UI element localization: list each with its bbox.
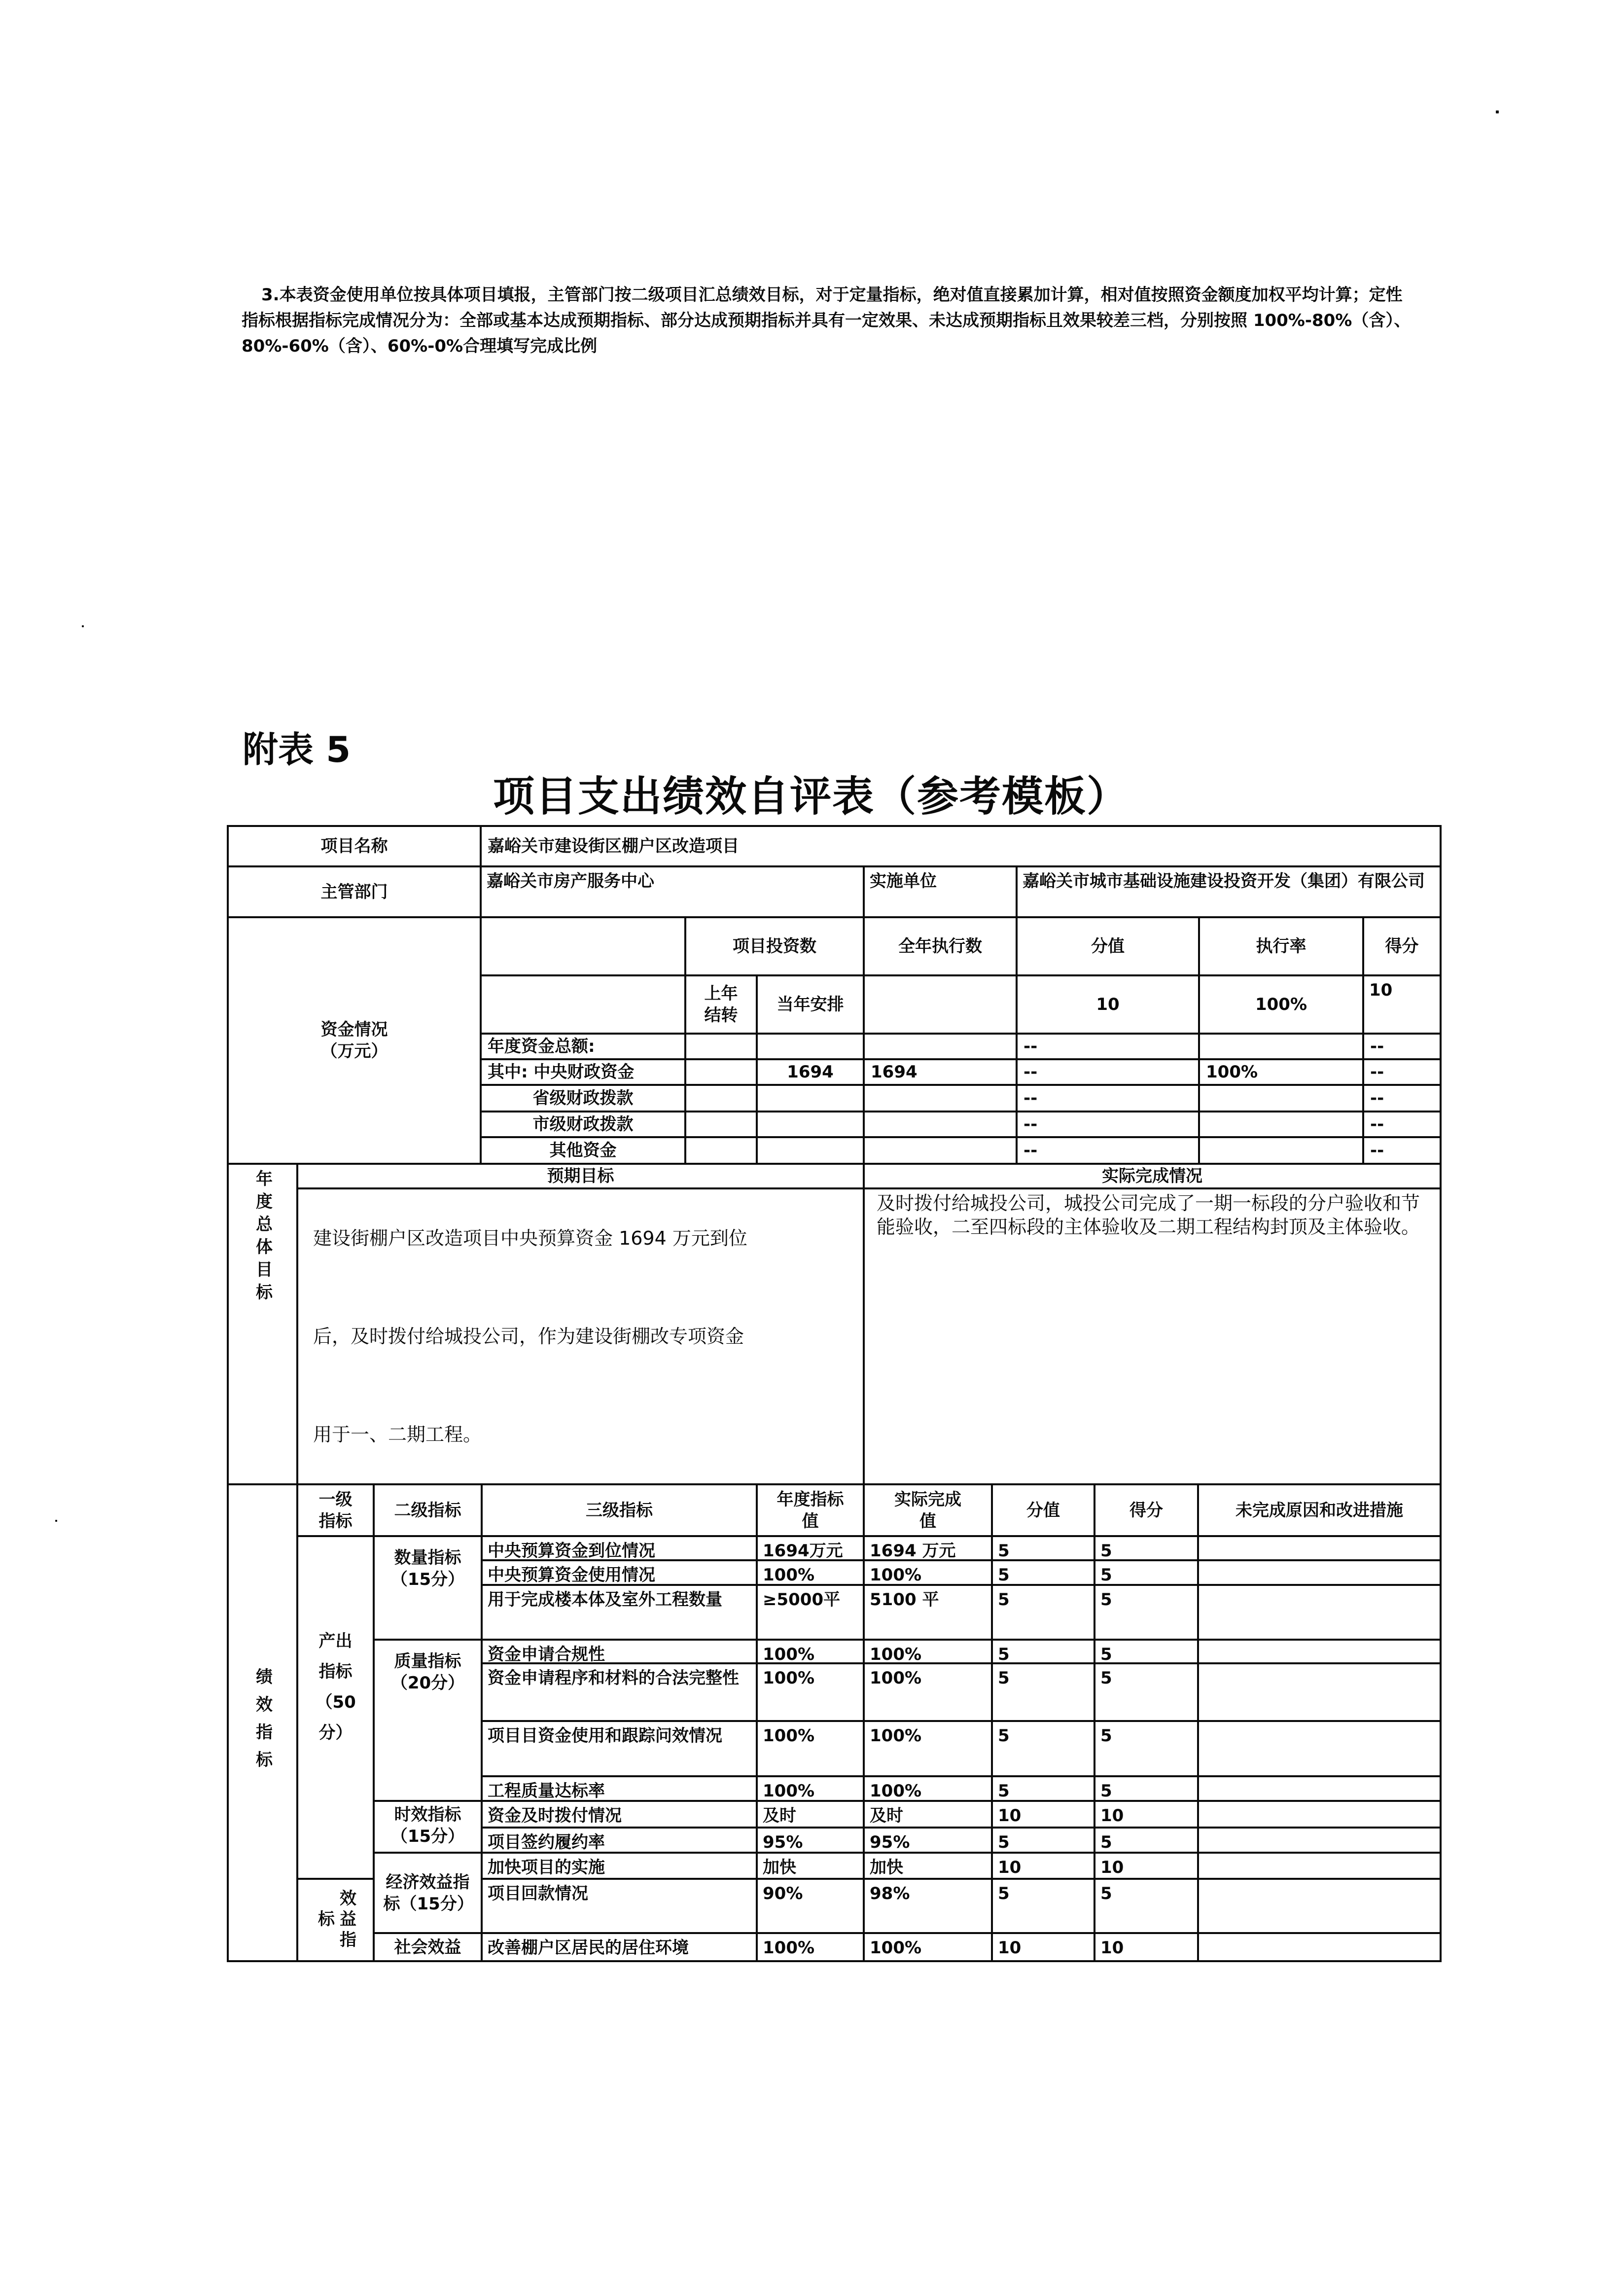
indicator-target-text: 95%	[763, 1832, 803, 1852]
indicator-score	[1094, 1584, 1199, 1641]
indicator-name	[481, 1827, 758, 1854]
indicator-name	[481, 1559, 758, 1586]
impl-value	[1016, 865, 1442, 918]
indicator-score	[1094, 1639, 1199, 1664]
scan-speck	[55, 1520, 57, 1522]
funds-row-score	[1362, 1111, 1442, 1138]
indicator-header	[863, 1483, 993, 1537]
project-name-label	[227, 825, 482, 867]
indicator-value	[991, 1559, 1095, 1586]
indicator-name	[481, 1535, 758, 1561]
indicator-actual-text: 5100 平	[870, 1590, 939, 1610]
col-curr-text: 当年安排	[777, 995, 844, 1014]
level2-indicator-text: 时效指标（15分）	[390, 1805, 465, 1846]
col-exec-text: 全年执行数	[898, 936, 982, 956]
indicator-target	[756, 1662, 865, 1722]
indicator-value	[991, 1800, 1095, 1829]
indicator-target-text: 100%	[763, 1668, 815, 1688]
funds-row-score-value-text: --	[1024, 1062, 1038, 1082]
funds-row-exec	[863, 1111, 1018, 1138]
indicator-actual-text: 100%	[870, 1668, 922, 1688]
funds-row-exec	[863, 1033, 1018, 1060]
funds-sub-blank	[480, 974, 686, 1035]
indicator-name	[481, 1662, 758, 1722]
funds-row-score-value-text: --	[1024, 1037, 1038, 1056]
funds-row-label-text: 市级财政拨款	[532, 1114, 634, 1134]
col-prev-text: 上年结转	[704, 984, 738, 1025]
dept-label	[227, 865, 482, 918]
funds-row-score-value	[1016, 1111, 1200, 1138]
indicator-name-text: 资金申请合规性	[488, 1645, 605, 1664]
indicator-header	[991, 1483, 1095, 1537]
funds-row-score	[1362, 1033, 1442, 1060]
indicator-score-text: 5	[1100, 1832, 1112, 1852]
funds-row-rate	[1198, 1111, 1364, 1138]
project-name-value	[480, 825, 1442, 867]
expected-goal-line: 用于一、二期工程。	[313, 1423, 482, 1445]
indicator-target-text: 加快	[763, 1858, 796, 1877]
indicator-actual-text: 100%	[870, 1781, 922, 1801]
indicator-target-text: 100%	[763, 1781, 815, 1801]
indicator-score-text: 5	[1100, 1726, 1112, 1746]
indicator-value-text: 5	[998, 1726, 1010, 1746]
funds-row-score-text: --	[1370, 1088, 1384, 1108]
goals-label	[227, 1163, 298, 1485]
indicator-reason	[1197, 1827, 1442, 1854]
level2-indicator-text: 社会效益	[394, 1937, 461, 1957]
funds-row-label	[480, 1033, 686, 1060]
indicator-actual	[863, 1852, 993, 1880]
indicator-score-text: 10	[1100, 1858, 1124, 1877]
funds-row-exec-text: 1694	[871, 1062, 918, 1082]
indicators-label	[227, 1483, 298, 1962]
indicator-actual	[863, 1878, 993, 1934]
actual-header	[863, 1163, 1442, 1189]
funds-row-label	[480, 1058, 686, 1086]
indicator-value	[991, 1827, 1095, 1854]
funds-row-exec	[863, 1136, 1018, 1165]
dept-label-text: 主管部门	[320, 882, 388, 902]
expected-goal-line: 建设街棚户区改造项目中央预算资金 1694 万元到位	[313, 1227, 747, 1250]
indicator-actual-text: 1694 万元	[870, 1541, 956, 1561]
funds-row-label-text: 年度资金总额:	[488, 1037, 595, 1056]
indicator-actual	[863, 1720, 993, 1777]
page-title: 项目支出绩效自评表（参考模板）	[493, 772, 1130, 821]
indicator-actual-text: 100%	[870, 1938, 922, 1958]
indicator-value-text: 10	[998, 1938, 1022, 1958]
funds-row-label	[480, 1111, 686, 1138]
level1-benefit	[296, 1878, 375, 1962]
funds-row-exec	[863, 1084, 1018, 1112]
funds-header-blank	[480, 916, 686, 976]
level2-indicator-text: 数量指标（15分）	[390, 1548, 465, 1589]
indicator-value-text: 5	[998, 1565, 1010, 1585]
indicator-score	[1094, 1535, 1199, 1561]
funds-row-curr	[756, 1111, 865, 1138]
level2-indicator	[373, 1639, 483, 1802]
funds-row-prev	[684, 1033, 758, 1060]
col-score-value	[1016, 916, 1200, 976]
expected-header	[296, 1163, 865, 1189]
funds-row-rate	[1198, 1084, 1364, 1112]
funds-row-curr	[756, 1136, 865, 1165]
indicator-target	[756, 1932, 865, 1962]
indicator-actual-text: 加快	[870, 1858, 903, 1877]
indicator-reason	[1197, 1852, 1442, 1880]
indicator-target	[756, 1852, 865, 1880]
indicator-score	[1094, 1852, 1199, 1880]
indicator-reason	[1197, 1932, 1442, 1962]
funds-row-curr	[756, 1033, 865, 1060]
indicator-name	[481, 1720, 758, 1777]
indicator-target-text: 100%	[763, 1726, 815, 1746]
indicator-score-text: 5	[1100, 1565, 1112, 1585]
indicator-actual	[863, 1775, 993, 1802]
indicator-value	[991, 1662, 1095, 1722]
indicator-score-text: 5	[1100, 1781, 1112, 1801]
indicator-actual-text: 95%	[870, 1832, 910, 1852]
summary-score	[1362, 974, 1442, 1035]
indicator-value	[991, 1852, 1095, 1880]
funds-row-score-value	[1016, 1084, 1200, 1112]
indicator-name-text: 中央预算资金到位情况	[488, 1541, 655, 1561]
indicator-value	[991, 1932, 1095, 1962]
indicator-header-text: 实际完成值	[894, 1489, 961, 1531]
indicator-target-text: 100%	[763, 1645, 815, 1664]
funds-row-score-value	[1016, 1058, 1200, 1086]
funds-row-score-value-text: --	[1024, 1088, 1038, 1108]
col-score	[1362, 916, 1442, 976]
indicator-actual-text: 及时	[870, 1806, 903, 1826]
indicator-name-text: 项目签约履约率	[488, 1832, 605, 1852]
indicator-target-text: 100%	[763, 1565, 815, 1585]
funds-row-label-text: 省级财政拨款	[532, 1088, 634, 1108]
indicator-target	[756, 1775, 865, 1802]
indicator-header	[296, 1483, 375, 1537]
indicator-header-text: 年度指标值	[777, 1489, 844, 1531]
funds-row-prev	[684, 1111, 758, 1138]
funds-row-label-text: 其中: 中央财政资金	[488, 1062, 635, 1082]
indicator-value	[991, 1535, 1095, 1561]
level2-indicator	[373, 1852, 483, 1934]
level1-benefit-text: 效益指标	[315, 1889, 356, 1951]
col-score-value-text: 分值	[1091, 936, 1125, 956]
funds-row-score-text: --	[1370, 1037, 1384, 1056]
indicator-actual	[863, 1584, 993, 1641]
indicator-reason	[1197, 1662, 1442, 1722]
indicator-header-text: 得分	[1130, 1500, 1163, 1520]
funds-label	[227, 916, 482, 1165]
indicator-value-text: 5	[998, 1668, 1010, 1688]
col-curr	[756, 974, 865, 1035]
funds-row-curr-text: 1694	[787, 1062, 834, 1082]
indicator-header-text: 二级指标	[394, 1500, 461, 1520]
funds-label-text: 资金情况（万元）	[320, 1020, 388, 1061]
indicator-score	[1094, 1932, 1199, 1962]
indicator-header-text: 一级指标	[318, 1489, 353, 1531]
indicator-header-text: 分值	[1026, 1500, 1060, 1520]
scan-speck	[82, 625, 84, 627]
footnote-text: 3.本表资金使用单位按具体项目填报，主管部门按二级项目汇总绩效目标，对于定量指标，绝对值直接累加计算，相对值按照资金额度加权平均计算；定性指标根据指标完成情况分为：全部或基本达成预期指标、部分达成预期指标并具有一定效果、未达成预期指标且效果较差三档，分别按照 100%-80%（含）、80%-60%（含）、60%-0%合理填写完成比例	[242, 285, 1411, 356]
indicator-value-text: 10	[998, 1806, 1022, 1826]
expected-goal-line: 后，及时拨付给城投公司，作为建设街棚改专项资金	[313, 1325, 744, 1347]
indicator-target	[756, 1878, 865, 1934]
funds-row-score-text: --	[1370, 1114, 1384, 1134]
indicator-actual	[863, 1827, 993, 1854]
col-rate-text: 执行率	[1256, 936, 1306, 956]
level2-indicator-text: 经济效益指标（15分）	[383, 1872, 474, 1914]
indicator-name-text: 项目目资金使用和跟踪问效情况	[488, 1726, 722, 1746]
indicator-target	[756, 1720, 865, 1777]
indicator-name-text: 资金及时拨付情况	[488, 1806, 622, 1826]
actual-result	[863, 1187, 1442, 1485]
funds-row-score	[1362, 1058, 1442, 1086]
indicator-value-text: 10	[998, 1858, 1022, 1877]
indicator-score-text: 5	[1100, 1645, 1112, 1664]
summary-rate-text: 100%	[1255, 995, 1307, 1014]
indicator-reason	[1197, 1775, 1442, 1802]
indicator-value	[991, 1775, 1095, 1802]
level2-indicator	[373, 1535, 483, 1641]
impl-value-text: 嘉峪关市城市基础设施建设投资开发（集团）有限公司	[1023, 871, 1425, 891]
actual-result-text: 及时拨付给城投公司，城投公司完成了一期一标段的分户验收和节能验收，二至四标段的主体验收及二期工程结构封顶及主体验收。	[877, 1192, 1420, 1238]
indicator-actual	[863, 1639, 993, 1664]
goals-label-text: 年度总体目标	[252, 1170, 273, 1306]
project-name-label-text: 项目名称	[320, 836, 388, 856]
indicator-actual-text: 98%	[870, 1884, 910, 1903]
indicator-actual	[863, 1662, 993, 1722]
indicator-header	[1197, 1483, 1442, 1537]
indicator-score	[1094, 1878, 1199, 1934]
indicator-score-text: 10	[1100, 1806, 1124, 1826]
indicator-value-text: 5	[998, 1884, 1010, 1903]
summary-rate	[1198, 974, 1364, 1035]
indicator-value-text: 5	[998, 1541, 1010, 1561]
indicator-value-text: 5	[998, 1781, 1010, 1801]
col-invest-text: 项目投资数	[733, 936, 816, 956]
funds-row-score-text: --	[1370, 1141, 1384, 1160]
impl-label	[863, 865, 1018, 918]
funds-row-score-value-text: --	[1024, 1114, 1038, 1134]
indicator-header	[481, 1483, 758, 1537]
indicator-name	[481, 1775, 758, 1802]
indicator-target	[756, 1639, 865, 1664]
dept-value	[480, 865, 865, 918]
summary-score-text: 10	[1369, 980, 1393, 1000]
indicator-target-text: 90%	[763, 1884, 803, 1903]
project-name-value-text: 嘉峪关市建设街区棚户区改造项目	[488, 836, 739, 856]
level1-output-text: 产出指标（50分）	[316, 1631, 356, 1743]
level2-indicator	[373, 1932, 483, 1962]
indicator-reason	[1197, 1720, 1442, 1777]
indicator-name-text: 改善棚户区居民的居住环境	[488, 1938, 689, 1958]
indicator-header-text: 三级指标	[586, 1500, 653, 1520]
indicator-score	[1094, 1720, 1199, 1777]
funds-row-label-text: 其他资金	[549, 1141, 617, 1160]
indicator-name	[481, 1878, 758, 1934]
indicator-actual-text: 100%	[870, 1726, 922, 1746]
indicator-header	[373, 1483, 483, 1537]
indicator-name-text: 中央预算资金使用情况	[488, 1565, 655, 1585]
indicator-score	[1094, 1662, 1199, 1722]
indicator-actual	[863, 1559, 993, 1586]
indicator-reason	[1197, 1535, 1442, 1561]
indicator-name	[481, 1584, 758, 1641]
indicator-target-text: ≥5000平	[763, 1590, 841, 1610]
indicator-value-text: 5	[998, 1645, 1010, 1664]
indicator-actual	[863, 1800, 993, 1829]
indicator-reason	[1197, 1878, 1442, 1934]
indicator-reason	[1197, 1639, 1442, 1664]
funds-row-score-value-text: --	[1024, 1141, 1038, 1160]
indicator-target-text: 及时	[763, 1806, 796, 1826]
indicator-score-text: 5	[1100, 1884, 1112, 1903]
col-rate	[1198, 916, 1364, 976]
indicator-name-text: 工程质量达标率	[488, 1781, 605, 1801]
indicators-label-text: 绩效指标	[252, 1667, 273, 1778]
indicator-header	[756, 1483, 865, 1537]
col-invest	[684, 916, 865, 976]
col-exec	[863, 916, 1018, 976]
indicator-name-text: 加快项目的实施	[488, 1858, 605, 1877]
level2-indicator-text: 质量指标（20分）	[390, 1651, 465, 1693]
indicator-score	[1094, 1800, 1199, 1829]
indicator-actual	[863, 1932, 993, 1962]
indicator-value	[991, 1720, 1095, 1777]
indicator-header	[1094, 1483, 1199, 1537]
funds-row-label	[480, 1136, 686, 1165]
indicator-target-text: 100%	[763, 1938, 815, 1958]
funds-row-label	[480, 1084, 686, 1112]
indicator-name	[481, 1639, 758, 1664]
impl-label-text: 实施单位	[870, 871, 937, 891]
indicator-name-text: 用于完成楼本体及室外工程数量	[488, 1590, 722, 1610]
summary-score-value-text: 10	[1096, 995, 1120, 1014]
funds-row-rate	[1198, 1058, 1364, 1086]
indicator-value	[991, 1639, 1095, 1664]
summary-score-value	[1016, 974, 1200, 1035]
funds-row-score	[1362, 1136, 1442, 1165]
funds-row-rate	[1198, 1136, 1364, 1165]
indicator-target	[756, 1535, 865, 1561]
indicator-actual-text: 100%	[870, 1565, 922, 1585]
indicator-actual-text: 100%	[870, 1645, 922, 1664]
indicator-value-text: 5	[998, 1590, 1010, 1610]
indicator-target	[756, 1800, 865, 1829]
funds-row-score-value	[1016, 1136, 1200, 1165]
indicator-score	[1094, 1559, 1199, 1586]
indicator-target	[756, 1827, 865, 1854]
funds-row-score-text: --	[1370, 1062, 1384, 1082]
col-prev	[684, 974, 758, 1035]
indicator-score	[1094, 1827, 1199, 1854]
summary-exec	[863, 974, 1018, 1035]
funds-row-curr	[756, 1084, 865, 1112]
indicator-name	[481, 1932, 758, 1962]
expected-goal	[296, 1187, 865, 1485]
indicator-value-text: 5	[998, 1832, 1010, 1852]
indicator-target	[756, 1559, 865, 1586]
level2-indicator	[373, 1800, 483, 1854]
indicator-value	[991, 1584, 1095, 1641]
indicator-value	[991, 1878, 1095, 1934]
funds-row-prev	[684, 1058, 758, 1086]
indicator-target	[756, 1584, 865, 1641]
funds-row-prev	[684, 1136, 758, 1165]
funds-row-score	[1362, 1084, 1442, 1112]
indicator-score-text: 10	[1100, 1938, 1124, 1958]
indicator-score-text: 5	[1100, 1590, 1112, 1610]
indicator-actual	[863, 1535, 993, 1561]
col-score-text: 得分	[1385, 936, 1419, 956]
funds-row-exec	[863, 1058, 1018, 1086]
indicator-reason	[1197, 1584, 1442, 1641]
funds-row-rate-text: 100%	[1206, 1062, 1258, 1082]
indicator-score	[1094, 1775, 1199, 1802]
indicator-score-text: 5	[1100, 1668, 1112, 1688]
indicator-score-text: 5	[1100, 1541, 1112, 1561]
indicator-name	[481, 1800, 758, 1829]
indicator-name	[481, 1852, 758, 1880]
funds-row-curr	[756, 1058, 865, 1086]
funds-row-rate	[1198, 1033, 1364, 1060]
indicator-header-text: 未完成原因和改进措施	[1236, 1500, 1403, 1520]
scan-speck	[1496, 110, 1499, 113]
level1-output	[296, 1535, 375, 1880]
indicator-name-text: 项目回款情况	[488, 1884, 588, 1903]
annex-label: 附表 5	[243, 729, 351, 770]
actual-header-text: 实际完成情况	[1102, 1166, 1202, 1186]
indicator-target-text: 1694万元	[763, 1541, 843, 1561]
indicator-reason	[1197, 1559, 1442, 1586]
funds-row-score-value	[1016, 1033, 1200, 1060]
indicator-name-text: 资金申请程序和材料的合法完整性	[488, 1668, 739, 1688]
indicator-reason	[1197, 1800, 1442, 1829]
funds-row-prev	[684, 1084, 758, 1112]
expected-header-text: 预期目标	[547, 1166, 614, 1186]
dept-value-text: 嘉峪关市房产服务中心	[487, 871, 654, 891]
